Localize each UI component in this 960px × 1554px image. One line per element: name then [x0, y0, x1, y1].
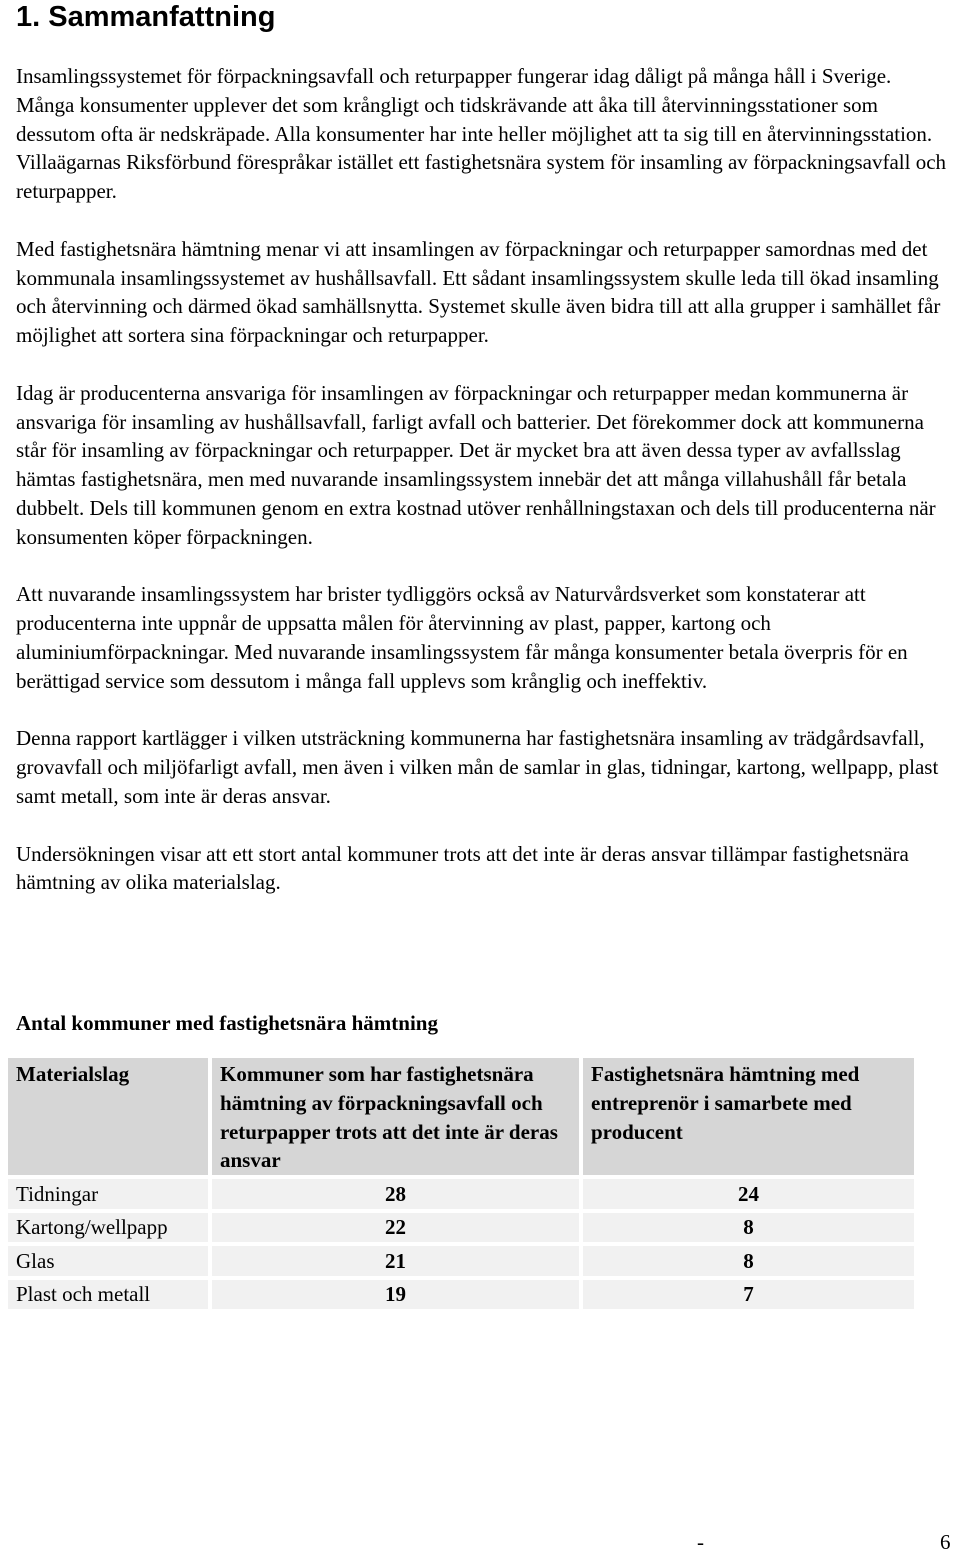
cell-kommuner: 19: [212, 1280, 579, 1310]
paragraph-1: Insamlingssystemet för förpackningsavfall och returpapper fungerar idag dåligt på många håll i Sverige. Många konsumenter upplever det som krångligt och tidskrävande att åka till återvinningsstationer som dessutom ofta är nedskräpade. Alla konsumenter har inte heller möjlighet att ta sig till en återvinningsstation. Villaägarnas Riksförbund förespråkar istället ett fastighetsnära system för insamling av förpackningsavfall och returpapper.: [16, 64, 947, 204]
paragraph-2: Med fastighetsnära hämtning menar vi att insamlingen av förpackningar och returpapper samordnas med det kommunala insamlingssystemet av hushållsavfall. Ett sådant insamlingssystem skulle leda till ökad insamling och återvinning och därmed ökad samhällsnytta. Systemet skulle även bidra till att alla grupper i samhället får möjlighet att sortera sina förpackningar och returpapper.: [16, 236, 941, 348]
cell-entreprenor: 7: [583, 1280, 914, 1310]
cell-material: Plast och metall: [8, 1280, 208, 1310]
page-number: 6: [940, 1530, 951, 1554]
cell-entreprenor: 8: [583, 1213, 914, 1243]
cell-kommuner: 22: [212, 1213, 579, 1243]
paragraph-6: Undersökningen visar att ett stort antal kommuner trots att det inte är deras ansvar tillämpar fastighetsnära hämtning av olika materialslag.: [16, 841, 909, 895]
cell-material: Kartong/wellpapp: [8, 1213, 208, 1243]
data-table: [4, 1054, 918, 1313]
paragraph-4: Att nuvarande insamlingssystem har brister tydliggörs också av Naturvårdsverket som konstaterar att producenterna inte uppnår de uppsatta målen för återvinning av plast, papper, kartong och aluminiumförpackningar. Med nuvarande insamlingssystem får många konsumenter betala överpris för en berättigad service som dessutom i många fall upplevs som krånglig och ineffektiv.: [16, 582, 908, 693]
paragraph-5: Denna rapport kartlägger i vilken utsträckning kommunerna har fastighetsnära insamling av trädgårdsavfall, grovavfall och miljöfarligt avfall, men även i vilken mån de samlar in glas, tidningar, kartong, wellpapp, plast samt metall, som inte är deras ansvar.: [16, 726, 939, 808]
header-entreprenor: Fastighetsnära hämtning med entreprenör i samarbete med producent: [583, 1058, 914, 1175]
cell-kommuner: 21: [212, 1246, 579, 1276]
table-row: [8, 1213, 914, 1243]
table-row: [8, 1280, 914, 1310]
cell-entreprenor: 24: [583, 1179, 914, 1209]
body-text: [16, 62, 950, 926]
cell-entreprenor: 8: [583, 1246, 914, 1276]
page-footer: [697, 1530, 951, 1554]
table-heading: Antal kommuner med fastighetsnära hämtning: [16, 1011, 438, 1035]
cell-material: Tidningar: [8, 1179, 208, 1209]
table-row: [8, 1179, 914, 1209]
cell-material: Glas: [8, 1246, 208, 1276]
table-row: [8, 1246, 914, 1276]
paragraph-3: Idag är producenterna ansvariga för insamlingen av förpackningar och returpapper medan kommunerna är ansvariga för insamling av hushållsavfall, farligt avfall och batterier. Det förekommer dock att kommunerna står för insamling av förpackningar och returpapper. Det är mycket bra att även dessa typer av avfallsslag hämtas fastighetsnära, men med nuvarande insamlingssystem innebär det att många villahushåll får betala dubbelt. Dels till kommunen genom en extra kostnad utöver renhållningstaxan och dels till producenterna när konsumenten köper förpackningen.: [16, 380, 936, 549]
header-kommuner: Kommuner som har fastighetsnära hämtning av förpackningsavfall och returpapper trots att det inte är deras ansvar: [212, 1058, 579, 1175]
page-title: 1. Sammanfattning: [16, 1, 276, 33]
footer-dash: -: [697, 1530, 704, 1554]
cell-kommuner: 28: [212, 1179, 579, 1209]
table-header-row: [8, 1058, 914, 1175]
header-materialslag: Materialslag: [8, 1058, 208, 1175]
